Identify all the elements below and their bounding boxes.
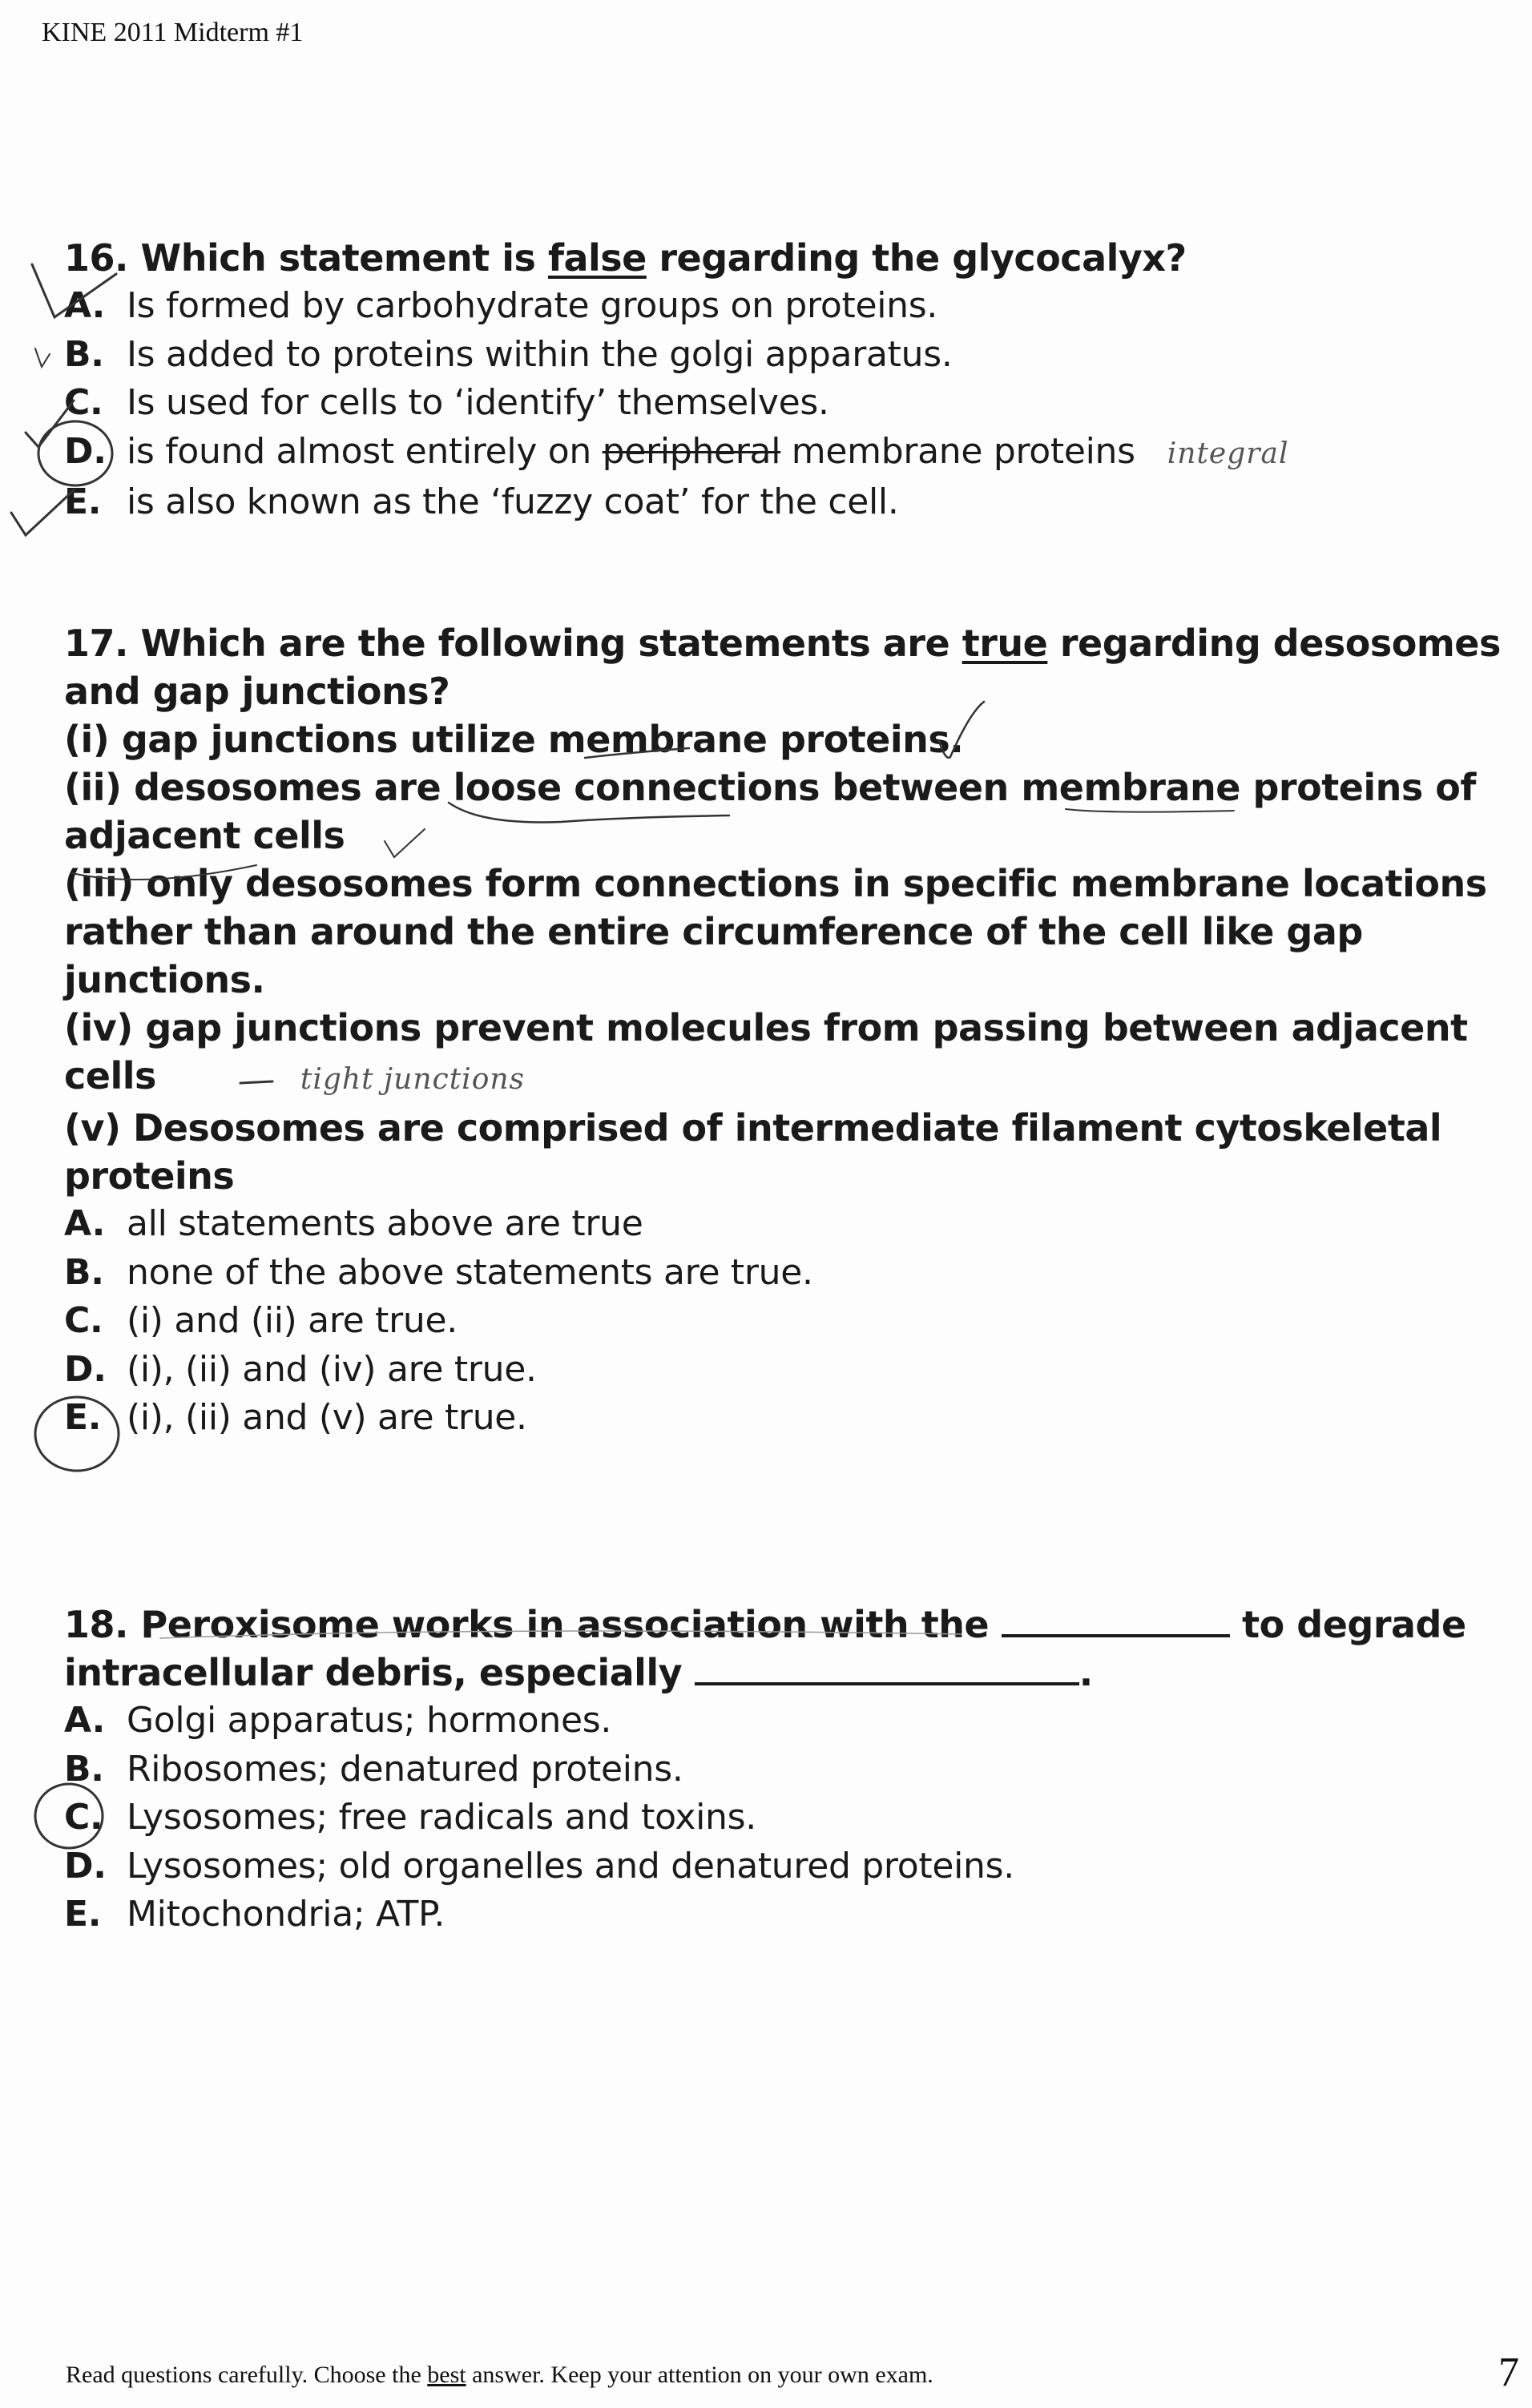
page-number: 7 [1498,2350,1519,2395]
handwritten-note-integral: integral [1167,437,1289,470]
statement-iv: (iv) gap junctions prevent molecules from passing between adjacent [64,1006,1468,1049]
option-text: Lysosomes; free radicals and toxins. [127,1797,756,1838]
option-letter: C. [64,382,103,423]
statement-v-cont: proteins [64,1154,235,1198]
question-number: 16. [64,236,128,280]
exam-footer-instructions [66,2362,933,2389]
option-16-e[interactable] [64,478,1498,527]
option-17-a[interactable] [64,1200,1498,1249]
option-text: Is used for cells to ‘identify’ themselves. [127,382,829,423]
stem-text: . [1078,1651,1093,1694]
stem-text: regarding desosomes [1047,622,1501,665]
stem-text: Which statement is [140,236,548,280]
option-text: Is added to proteins within the golgi apparatus. [127,333,953,375]
stem-text: intracellular debris, especially [64,1651,695,1694]
stem-text: Peroxisome works in association with the [140,1603,1002,1646]
option-text: (i) and (ii) are true. [127,1300,458,1341]
fill-in-blank-2 [695,1650,1079,1685]
footer-text: Read questions carefully. Choose the [66,2362,428,2388]
statement-iii: (iii) only desosomes form connections in specific membrane locations [64,862,1487,905]
option-18-d[interactable] [64,1842,1498,1891]
stem-text: to degrade [1229,1603,1466,1646]
stem-text: Which are the following statements are [140,622,962,665]
option-letter: A. [64,1700,105,1741]
option-letter: E. [64,1894,102,1935]
option-letter: B. [64,1748,104,1790]
footer-emphasis-best: best [427,2362,466,2388]
statement-i: (i) gap junctions utilize membrane proteins. [64,718,964,761]
option-text: membrane proteins [780,430,1135,472]
question-17-stem-line-1 [64,619,1501,667]
option-text: Is formed by carbohydrate groups on proteins. [127,285,938,326]
option-text: (i), (ii) and (v) are true. [127,1397,527,1438]
statement-ii: (ii) desosomes are loose connections between membrane proteins of [64,766,1476,809]
option-letter: B. [64,333,104,375]
question-18 [64,1601,1498,1939]
option-letter: C. [64,1797,103,1838]
option-18-a[interactable] [64,1697,1498,1746]
option-text: Ribosomes; denatured proteins. [127,1748,683,1790]
option-18-b[interactable] [64,1746,1498,1794]
option-16-b[interactable] [64,331,1498,380]
option-letter: D. [64,430,107,472]
statement-v: (v) Desosomes are comprised of intermediate filament cytoskeletal [64,1106,1442,1150]
option-16-a[interactable] [64,282,1498,331]
option-letter: C. [64,1300,103,1341]
question-17 [64,619,1501,1443]
question-16-stem [64,234,1498,282]
handwritten-note-tight-junctions: tight junctions [300,1063,526,1096]
stem-text: regarding the glycocalyx? [646,236,1187,280]
option-17-e[interactable] [64,1394,1498,1443]
option-text: all statements above are true [127,1203,643,1244]
question-18-stem-line-1 [64,1601,1498,1649]
option-text: (i), (ii) and (iv) are true. [127,1348,537,1390]
option-letter: B. [64,1251,104,1293]
option-letter: A. [64,1203,105,1244]
exam-header: KINE 2011 Midterm #1 [42,18,304,47]
option-18-c[interactable] [64,1794,1498,1842]
struck-word: peripheral [602,430,781,472]
emphasis-true: true [962,622,1048,665]
option-text: is also known as the ‘fuzzy coat’ for the cell. [127,481,899,522]
statement-ii-cont: adjacent cells [64,814,345,857]
question-17-stem-line-2: and gap junctions? [64,670,450,713]
question-18-stem-line-2 [64,1649,1498,1697]
fill-in-blank-1 [1002,1602,1230,1637]
checkmark-icon [35,348,50,367]
statement-iv-cont: cells [64,1054,156,1097]
option-16-c[interactable] [64,379,1498,428]
option-letter: A. [64,285,105,326]
option-16-d[interactable] [64,428,1498,479]
option-text: none of the above statements are true. [127,1251,813,1293]
option-text: Golgi apparatus; hormones. [127,1700,612,1741]
option-17-d[interactable] [64,1346,1498,1395]
option-text: Lysosomes; old organelles and denatured proteins. [127,1845,1014,1887]
option-letter: E. [64,481,102,522]
option-17-b[interactable] [64,1249,1498,1298]
option-letter: E. [64,1397,102,1438]
option-text: is found almost entirely on [127,430,603,472]
option-text: Mitochondria; ATP. [127,1894,445,1935]
footer-text: answer. Keep your attention on your own exam. [466,2362,933,2388]
statement-iv-cont-line [64,1052,1498,1104]
question-number: 18. [64,1603,128,1646]
question-16 [64,234,1498,527]
option-letter: D. [64,1845,107,1887]
option-letter: D. [64,1348,107,1390]
option-18-e[interactable] [64,1891,1498,1939]
emphasis-false: false [547,236,647,280]
statement-iii-cont: junctions. [64,958,265,1001]
option-17-c[interactable] [64,1297,1498,1346]
question-number: 17. [64,622,128,665]
statement-iii-cont: rather than around the entire circumference of the cell like gap [64,910,1363,953]
